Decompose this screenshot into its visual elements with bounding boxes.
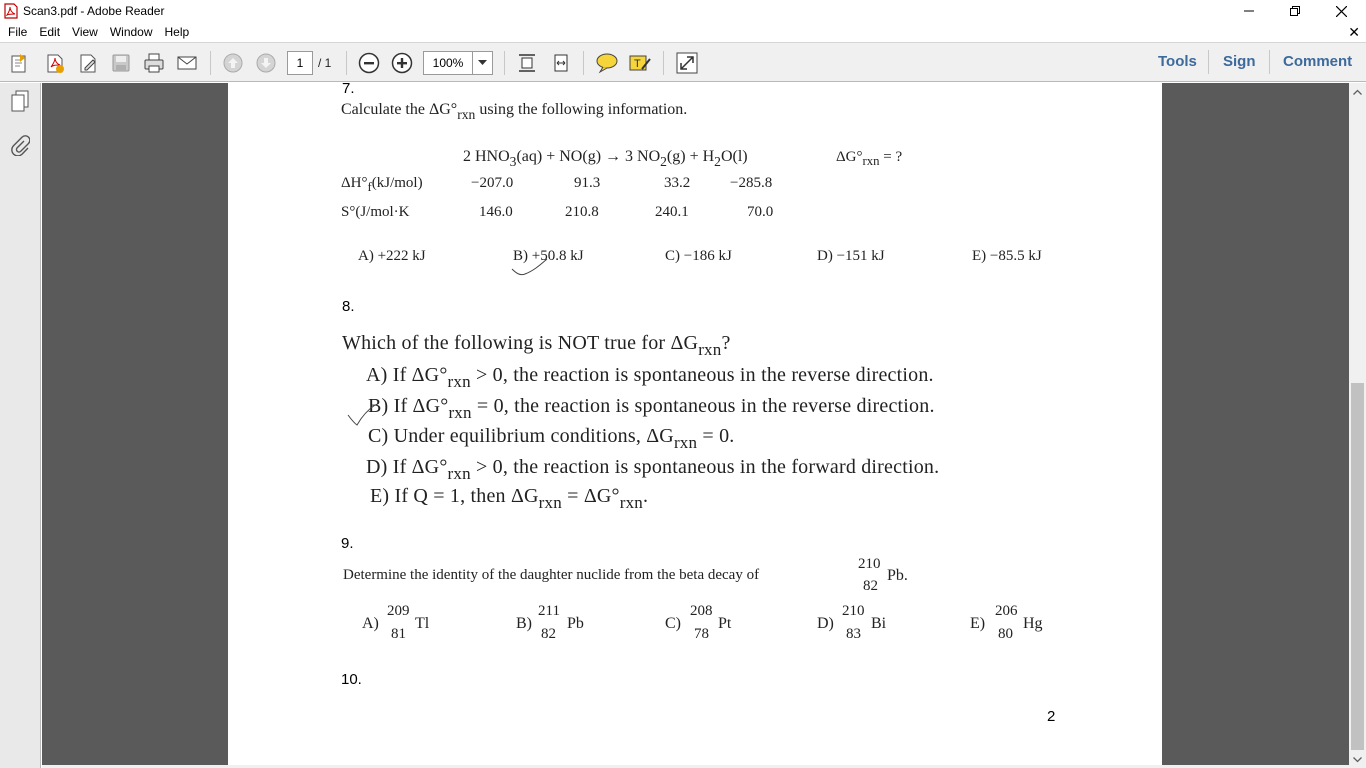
save-button[interactable] [109,51,133,75]
edit-pdf-icon [77,52,99,74]
expand-icon [676,52,698,74]
window-title: Scan3.pdf - Adobe Reader [23,4,165,18]
entropy-value: 210.8 [565,204,599,220]
menu-edit[interactable]: Edit [39,25,61,39]
adobe-reader-icon [3,3,19,19]
entropy-value: 146.0 [479,204,513,220]
zoom-in-button[interactable] [390,51,414,75]
email-icon [176,52,198,74]
page-number: 2 [1047,708,1056,725]
q8-choice-b: B) If $\Delta G^\circ_{rxn} = 0$, the reaction is spontaneous in the reverse direction. [368,395,935,422]
enthalpy-row-label: $\Delta H^\circ_f(kJ/mol)$ [341,175,423,195]
sign-tab[interactable]: Sign [1223,53,1256,70]
create-pdf-icon [44,52,66,74]
create-pdf-button[interactable] [43,51,67,75]
zoom-out-icon [358,52,380,74]
q7-choice-d: D) −151 kJ [817,248,885,264]
page-total: / 1 [318,56,332,70]
tools-tab[interactable]: Tools [1158,53,1197,70]
q7-choice-b: B) +50.8 kJ [513,248,584,264]
question-7-delta-g: $\Delta G^\circ_{rxn}$ = ? [836,149,903,169]
question-9-stem: Determine the identity of the daughter nuclide from the beta decay of [343,567,760,583]
menu-bar [0,22,1366,42]
page-thumbnails-icon[interactable] [8,89,32,113]
q7-choice-e: E) −85.5 kJ [972,248,1042,264]
arrow-up-circle-icon [222,52,244,74]
edit-pdf-button[interactable] [76,51,100,75]
scroll-up-arrow-icon[interactable] [1349,83,1366,100]
question-7-equation: 2 $HNO_3(aq) + NO(g) \to 3$ $NO_2(g) + H_2O(l)$ [463,148,748,169]
handwritten-checkmark-icon [510,255,570,279]
comment-note-button[interactable] [595,51,619,75]
question-8-stem: Which of the following is NOT true for $\Delta G_{rxn}$? [342,332,731,359]
arrow-down-circle-icon [255,52,277,74]
email-button[interactable] [175,51,199,75]
question-10-number: 10. [341,671,362,688]
question-9-number: 9. [341,535,354,552]
fit-page-icon [516,52,538,74]
q8-choice-a: A) If $\Delta G^\circ_{rxn} > 0$, the reaction is spontaneous in the reverse direction. [366,364,934,391]
previous-page-button[interactable] [221,51,245,75]
minimize-button[interactable] [1226,0,1272,22]
attachments-icon[interactable] [8,133,32,157]
menu-file[interactable]: File [8,25,28,39]
print-button[interactable] [142,51,166,75]
close-document-button[interactable]: ✕ [1348,24,1360,40]
svg-text:T: T [634,58,641,70]
full-screen-button[interactable] [675,51,699,75]
scroll-down-arrow-icon[interactable] [1349,751,1366,768]
enthalpy-value: 91.3 [574,175,601,191]
open-button[interactable] [8,51,32,75]
zoom-in-icon [391,52,413,74]
chevron-down-icon[interactable] [472,52,492,74]
fit-width-button[interactable] [549,51,573,75]
title-bar [0,0,1366,22]
scrollbar-thumb[interactable] [1351,383,1364,750]
zoom-value: 100% [432,56,464,70]
question-7-number: 7. [342,80,355,97]
enthalpy-value: −207.0 [471,175,514,191]
comment-tab[interactable]: Comment [1283,53,1353,70]
next-page-button[interactable] [254,51,278,75]
enthalpy-value: 33.2 [664,175,691,191]
question-8-number: 8. [342,298,355,315]
q7-choice-c: C) −186 kJ [665,248,732,264]
save-icon [111,53,131,73]
menu-view[interactable]: View [72,25,98,39]
zoom-select[interactable] [423,51,493,75]
menu-help[interactable]: Help [164,25,190,39]
navigation-pane [0,83,41,768]
highlighter-icon [628,52,652,74]
q8-choice-e: E) If Q = 1, then $\Delta G_{rxn} = \Delta G^\circ_{rxn}$. [370,485,649,512]
restore-button[interactable] [1272,0,1318,22]
page-number-input[interactable]: 1 [287,51,313,75]
print-icon [143,52,165,74]
menu-window[interactable]: Window [109,25,153,39]
zoom-out-button[interactable] [357,51,381,75]
pdf-page: 7. Calculate the $\Delta G^\circ_{rxn}$ using the following information. 2 $HNO_3(aq) + NO(g) \to 3$ $NO_2(g) + H_2O(l)$ $\Delta G^\circ_{rxn}$ = ? $\Delta H^\circ_f(kJ/mol)$ −207.0 91.3 33.2 −285.8 S°(J/mol·K 146.0 210.8 240.1 70.0 A) +222 kJ B) +50.8 kJ C) −186 kJ D) −151 kJ E) −85.5 kJ 8. Which of the following is NOT true for $\Delta G_{rxn}$? A) If $\Delta G^\circ_{rxn} > 0$, the reaction is spontaneous in the reverse direction. B) If $\Delta G^\circ_{rxn} = 0$, the reaction is spontaneous in the reverse direction. C) Under equilibrium conditions, $\Delta G_{rxn} = 0$. D) If $\Delta G^\circ_{rxn} > 0$, the reaction is spontaneous in the forward direction. E) If Q = 1, then $\Delta G_{rxn} = \Delta G^\circ_{rxn}$. 9. Determine the identity of the daughter nuclide from the beta decay of 210 82 Pb. A) 209 81 Tl B) 211 82 Pb C) 208 78 Pt D) 210 83 Bi E) 206 80 Hg 10. 2 [228,83,1162,765]
fit-width-icon [550,52,572,74]
entropy-value: 70.0 [747,204,774,220]
speech-bubble-icon [595,52,619,74]
entropy-value: 240.1 [655,204,689,220]
entropy-row-label: S°(J/mol·K [341,204,410,220]
q7-choice-a: A) +222 kJ [358,248,426,264]
open-icon [9,52,31,74]
question-7-prompt: Calculate the $\Delta G^\circ_{rxn}$ using the following information. [341,101,688,122]
fit-page-button[interactable] [515,51,539,75]
enthalpy-value: −285.8 [730,175,773,191]
highlight-button[interactable] [628,51,652,75]
q8-choice-d: D) If $\Delta G^\circ_{rxn} > 0$, the reaction is spontaneous in the forward direction. [366,456,940,483]
q8-choice-c: C) Under equilibrium conditions, $\Delta G_{rxn} = 0$. [368,425,735,452]
close-window-button[interactable] [1318,0,1364,22]
